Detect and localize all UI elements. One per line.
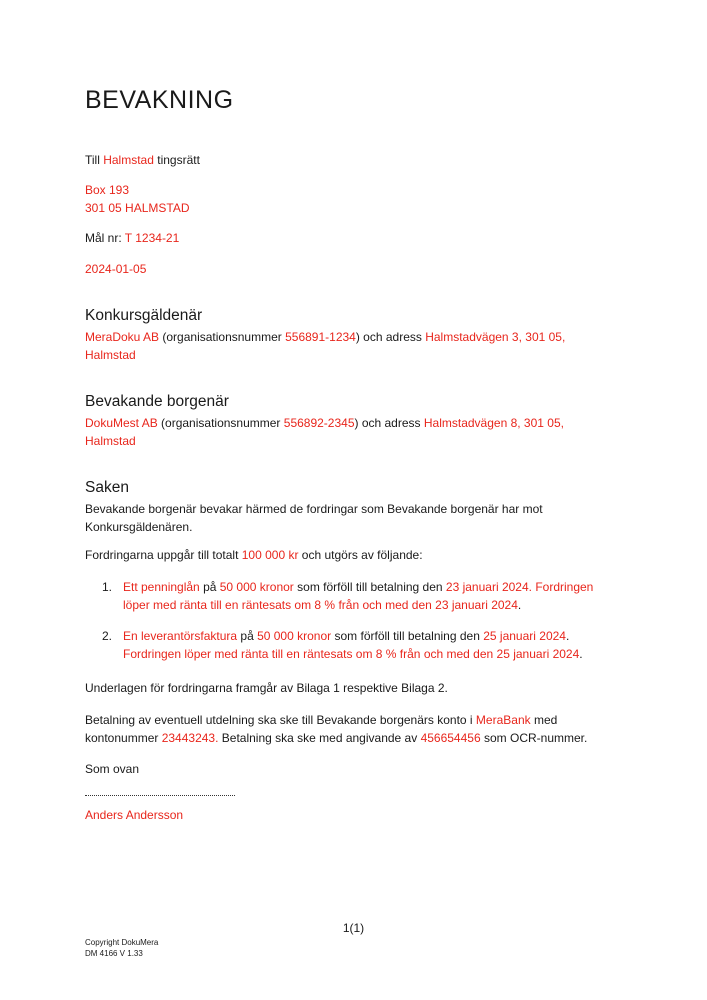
claim-due-prefix: som förföll till betalning den [293, 580, 446, 594]
address-line-2: 301 05 HALMSTAD [85, 200, 190, 215]
debtor-name: MeraDoku AB [85, 330, 160, 344]
pay-mid: med [530, 713, 558, 727]
account-prefix: kontonummer [85, 730, 162, 745]
document-code: DM 4166 V 1.33 [85, 949, 143, 958]
court-address [85, 182, 190, 217]
claim-type: En leverantörsfaktura [123, 629, 238, 643]
claim-on: på [199, 580, 220, 594]
total-amount: 100 000 kr [241, 548, 299, 562]
claims-list [85, 579, 625, 663]
document-date: 2024-01-05 [85, 262, 147, 276]
creditor-section [85, 392, 585, 450]
footer-info [85, 937, 158, 959]
copyright-text: Copyright DokuMera [85, 938, 159, 947]
claim-interest-start: Fordringen [531, 580, 594, 594]
matter-heading: Saken [85, 479, 129, 496]
court-suffix: tingsrätt [153, 153, 200, 167]
total-prefix: Fordringarna uppgår till totalt [85, 548, 242, 562]
ocr-number: 456654456 [420, 730, 481, 745]
claim-number: 2. [102, 629, 113, 643]
claim-amount: 50 000 kronor [257, 629, 332, 643]
signature-line [85, 795, 235, 796]
court-line [85, 152, 200, 170]
court-prefix: Till [85, 153, 104, 167]
creditor-name: DokuMest AB [85, 416, 158, 430]
claim-item [85, 579, 625, 614]
creditor-addr-prefix: ) och adress [354, 416, 424, 430]
claim-number: 1. [102, 580, 113, 594]
payment-instructions [85, 712, 645, 747]
matter-intro [85, 501, 605, 536]
matter-intro-line-2: Konkursgäldenären. [85, 519, 193, 534]
signatory-name: Anders Andersson [85, 808, 184, 822]
account-number: 23443243. [161, 730, 219, 745]
closing-phrase: Som ovan [85, 762, 140, 776]
ocr-suffix: som OCR-nummer. [480, 730, 588, 745]
page-number: 1(1) [342, 921, 365, 935]
claim-type: Ett penninglån [123, 580, 200, 594]
pay-prefix: Betalning av eventuell utdelning ska ske till Bevakande borgenärs konto i [85, 713, 476, 727]
debtor-org-prefix: (organisationsnummer [159, 330, 286, 344]
case-label: Mål nr: [85, 231, 125, 245]
case-number: T 1234-21 [124, 231, 180, 245]
debtor-addr-prefix: ) och adress [355, 330, 426, 344]
attachments-note: Underlagen för fordringarna framgår av Bilaga 1 respektive Bilaga 2. [85, 681, 448, 695]
claims-total [85, 547, 423, 565]
claim-end-period: . [579, 646, 583, 661]
claim-interest: Fordringen löper med ränta till en räntesats om 8 % från och med den 25 januari 2024 [123, 646, 580, 661]
debtor-city: Halmstad [85, 347, 136, 362]
creditor-org-prefix: (organisationsnummer [157, 416, 284, 430]
claim-due-date: 23 januari 2024 [445, 580, 529, 594]
claim-due-date: 25 januari 2024 [483, 629, 566, 643]
creditor-address: Halmstadvägen 8, 301 05, [423, 416, 564, 430]
debtor-section [85, 306, 585, 364]
claim-separator: . [565, 629, 570, 643]
address-line-1: Box 193 [85, 183, 130, 197]
document-title: BEVAKNING [85, 86, 234, 114]
claim-interest: löper med ränta till en räntesats om 8 % från och med den 23 januari 2024 [123, 597, 518, 612]
matter-intro-line-1: Bevakande borgenär bevakar härmed de fordringar som Bevakande borgenär har mot [85, 502, 543, 516]
claim-amount: 50 000 kronor [219, 580, 294, 594]
case-number-line [85, 230, 179, 248]
debtor-heading: Konkursgäldenär [85, 307, 203, 324]
ocr-prefix: Betalning ska ske med angivande av [218, 730, 421, 745]
claim-due-prefix: som förföll till betalning den [331, 629, 484, 643]
claim-item [85, 628, 625, 663]
total-suffix: och utgörs av följande: [298, 548, 423, 562]
creditor-heading: Bevakande borgenär [85, 393, 229, 410]
debtor-address: Halmstadvägen 3, 301 05, [425, 330, 566, 344]
bank-name: MeraBank [475, 713, 531, 727]
creditor-org-number: 556892-2345 [283, 416, 355, 430]
claim-on: på [237, 629, 258, 643]
debtor-org-number: 556891-1234 [285, 330, 356, 344]
matter-section [85, 478, 605, 536]
creditor-details [85, 415, 585, 450]
claim-end-period: . [517, 597, 522, 612]
creditor-city: Halmstad [85, 433, 136, 448]
court-name: Halmstad [103, 153, 154, 167]
debtor-details [85, 329, 585, 364]
claim-separator: . [528, 580, 532, 594]
